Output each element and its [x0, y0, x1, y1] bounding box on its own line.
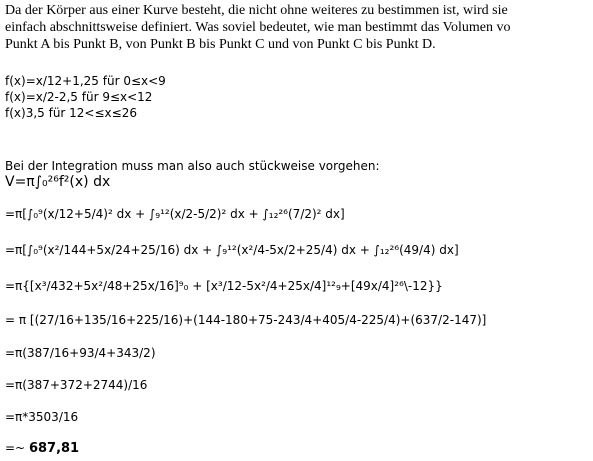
intro-line-2: einfach abschnittsweise definiert. Was soviel bedeutet, wie man bestimmt das Volumen vo — [5, 20, 511, 35]
intro-line-1: Da der Körper aus einer Kurve besteht, die nicht ohne weiteres zu bestimmen ist, wird sie — [5, 3, 508, 18]
final-result — [5, 441, 79, 456]
step-6: =π(387+372+2744)/16 — [5, 378, 148, 392]
step-5: =π(387/16+93/4+343/2) — [5, 346, 156, 360]
step-7: =π*3503/16 — [5, 410, 79, 424]
intro-line-3: Punkt A bis Punkt B, von Punkt B bis Punkt C und von Punkt C bis Punkt D. — [5, 37, 436, 52]
step-4: = π [(27/16+135/16+225/16)+(144-180+75-243/4+405/4-225/4)+(637/2-147)] — [5, 313, 487, 327]
definition-line-2: f(x)=x/2-2,5 für 9≤x<12 — [5, 90, 153, 104]
step-3: =π{[x³/432+5x²/48+25x/16]⁹₀ + [x³/12-5x²/4+25x/4]¹²₉+[49x/4]²⁶\-12}} — [5, 279, 443, 293]
step-2: =π[∫₀⁹(x²/144+5x/24+25/16) dx + ∫₉¹²(x²/4-5x/2+25/4) dx + ∫₁₂²⁶(49/4) dx] — [5, 243, 459, 257]
volume-formula: V=π∫₀²⁶f²(x) dx — [5, 174, 111, 190]
definition-line-1: f(x)=x/12+1,25 für 0≤x<9 — [5, 74, 166, 88]
result-prefix: =~ — [5, 441, 29, 455]
integration-note: Bei der Integration muss man also auch stückweise vorgehen: — [5, 159, 380, 173]
step-1: =π[∫₀⁹(x/12+5/4)² dx + ∫₉¹²(x/2-5/2)² dx + ∫₁₂²⁶(7/2)² dx] — [5, 207, 345, 221]
definition-line-3: f(x)3,5 für 12<≤x≤26 — [5, 106, 137, 120]
result-value: 687,81 — [28, 441, 80, 456]
